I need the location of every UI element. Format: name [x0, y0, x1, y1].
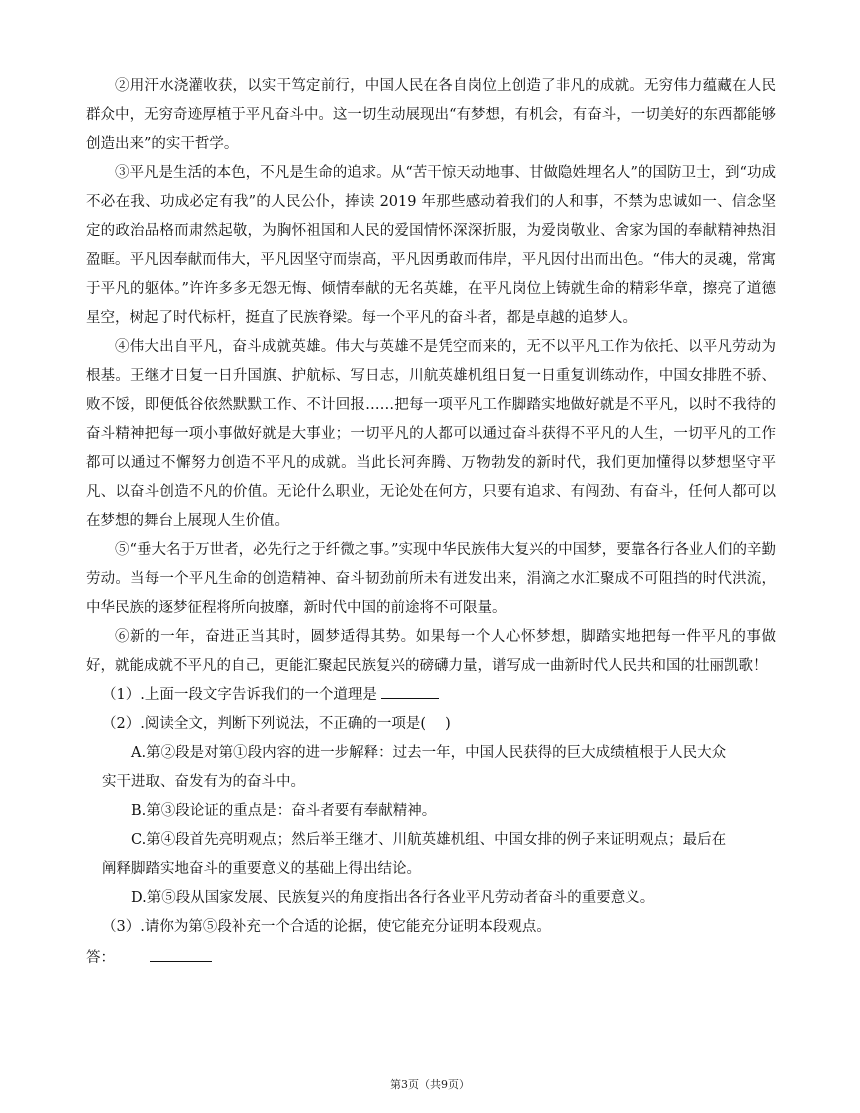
page-footer: 第3页（共9页） — [390, 1078, 470, 1091]
question-1-text: （1）.上面一段文字告诉我们的一个道理是 — [102, 687, 377, 703]
paragraph-3: ③平凡是生活的本色，不凡是生命的追求。从“苦干惊天动地事、甘做隐姓埋名人”的国防卫士，到“功成不必在我、功成必定有我”的人民公仆，捧读 2019 年那些感动着我们的人和事，不禁为忠诚如一、信念坚定的政治品格而肃然起敬，为胸怀祖国和人民的爱国情怀深深折服，为爱岗敬业、舍家为国的奉献精神热泪盈眶。平凡因奉献而伟大，平凡因坚守而崇高，平凡因勇敢而伟岸，平凡因付出而出色。“伟大的灵魂，常寓于平凡的躯体。”许许多多无怨无悔、倾情奉献的无名英雄，在平凡岗位上铸就生命的精彩华章，擦亮了道德星空，树起了时代标杆，挺直了民族脊梁。每一个平凡的奋斗者，都是卓越的追梦人。 — [86, 165, 776, 326]
paragraph-6: ⑥新的一年，奋进正当其时，圆梦适得其势。如果每一个人心怀梦想，脚踏实地把每一件平凡的事做好，就能成就不平凡的自己，更能汇聚起民族复兴的磅礴力量，谱写成一曲新时代人民共和国的壮丽凯歌！ — [86, 629, 776, 674]
option-c: C.第④段首先亮明观点；然后举王继才、川航英雄机组、中国女排的例子来证明观点；最后在 — [131, 832, 727, 848]
option-d: D.第⑤段从国家发展、民族复兴的角度指出各行各业平凡劳动者奋斗的重要意义。 — [131, 890, 655, 906]
question-3: （3）.请你为第⑤段补充一个合适的论据，使它能充分证明本段观点。 — [102, 919, 551, 935]
paragraph-4: ④伟大出自平凡，奋斗成就英雄。伟大与英雄不是凭空而来的，无不以平凡工作为依托、以平凡劳动为根基。王继才日复一日升国旗、护航标、写日志，川航英雄机组日复一日重复训练动作，中国女排胜不骄、败不馁，即便低谷依然默默工作、不计回报……把每一项平凡工作脚踏实地做好就是不平凡，以时不我待的奋斗精神把每一项小事做好就是大事业；一切平凡的人都可以通过奋斗获得不平凡的人生，一切平凡的工作都可以通过不懈努力创造不平凡的成就。当此长河奔腾、万物勃发的新时代，我们更加懂得以梦想坚守平凡、以奋斗创造不凡的价值。无论什么职业，无论处在何方，只要有追求、有闯劲、有奋斗，任何人都可以在梦想的舞台上展现人生价值。 — [86, 339, 776, 529]
option-b: B.第③段论证的重点是：奋斗者要有奉献精神。 — [131, 803, 437, 819]
question-1 — [86, 681, 776, 710]
page-content — [86, 72, 776, 973]
option-a: A.第②段是对第①段内容的进一步解释：过去一年，中国人民获得的巨大成绩植根于人民大众 — [131, 745, 727, 761]
answer-label: 答： — [86, 950, 115, 966]
option-a-continued: 实干进取、奋发有为的奋斗中。 — [102, 774, 305, 790]
paragraph-5: ⑤“垂大名于万世者，必先行之于纤微之事。”实现中华民族伟大复兴的中国梦，要靠各行各业人们的辛勤劳动。当每一个平凡生命的创造精神、奋斗韧劲前所未有迸发出来，涓滴之水汇聚成不可阻挡的时代洪流，中华民族的逐梦征程将所向披靡，新时代中国的前途将不可限量。 — [86, 542, 776, 616]
answer-blank-3[interactable] — [150, 947, 212, 962]
answer-blank-1[interactable] — [381, 684, 439, 699]
option-c-continued: 阐释脚踏实地奋斗的重要意义的基础上得出结论。 — [102, 861, 421, 877]
question-2: （2）.阅读全文，判断下列说法，不正确的一项是( ) — [102, 716, 451, 732]
paragraph-2: ②用汗水浇灌收获，以实干笃定前行，中国人民在各自岗位上创造了非凡的成就。无穷伟力蕴藏在人民群众中，无穷奇迹厚植于平凡奋斗中。这一切生动展现出“有梦想，有机会，有奋斗，一切美好的东西都能够创造出来”的实干哲学。 — [86, 78, 776, 152]
answer-row — [86, 944, 776, 973]
